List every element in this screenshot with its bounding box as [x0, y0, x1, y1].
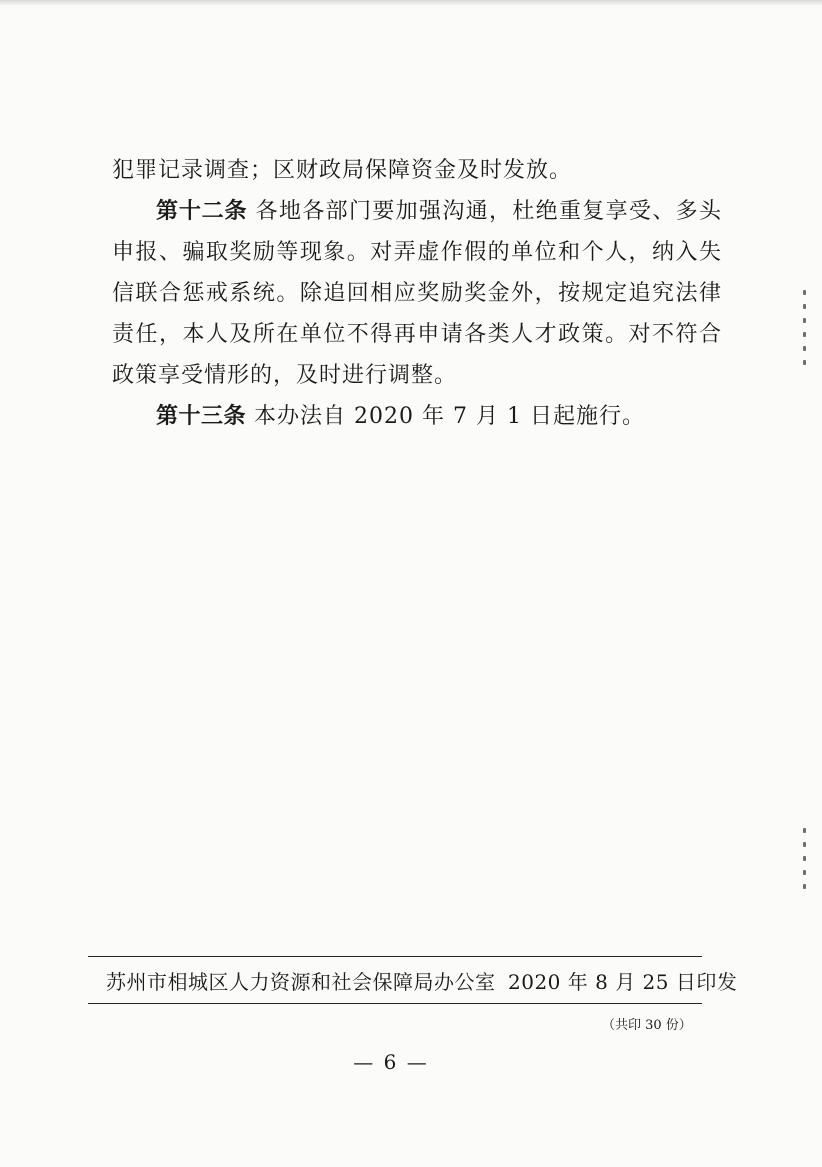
page-edge-shadow	[0, 0, 822, 6]
article-12-text: 各地各部门要加强沟通，杜绝重复享受、多头申报、骗取奖励等现象。对弄虚作假的单位和个人，纳入失信联合惩戒系统。除追回相应奖励奖金外，按规定追究法律责任，本人及所在单位不得再申请各类人才政策。对不符合政策享受情形的，及时进行调整。	[112, 199, 722, 388]
scan-binding-marks-lower	[802, 828, 808, 898]
footer-rule-top	[88, 956, 702, 957]
article-13	[112, 396, 722, 437]
page-number: — 6 —	[353, 1050, 429, 1074]
footer-rule-bottom	[88, 1003, 702, 1004]
article-12-heading: 第十二条	[156, 199, 248, 224]
article-12	[112, 191, 722, 396]
scan-binding-marks-upper	[802, 290, 808, 374]
issue-date: 2020 年 8 月 25 日印发	[508, 970, 738, 994]
issuing-office: 苏州市相城区人力资源和社会保障局办公室	[106, 970, 496, 994]
continued-paragraph: 犯罪记录调查；区财政局保障资金及时发放。	[112, 158, 573, 183]
print-copies: （共印 30 份）	[602, 1018, 692, 1033]
article-13-heading: 第十三条	[156, 404, 247, 429]
document-body	[112, 150, 722, 437]
article-13-text: 本办法自 2020 年 7 月 1 日起施行。	[254, 404, 645, 429]
